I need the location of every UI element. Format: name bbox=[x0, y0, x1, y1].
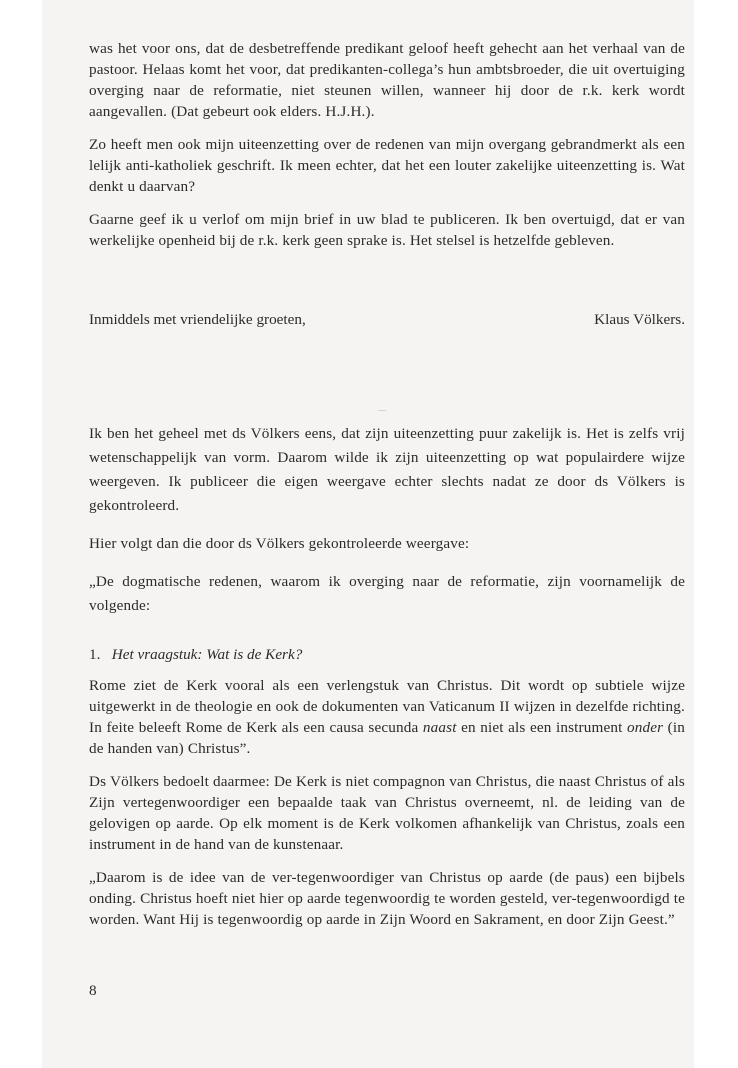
response-paragraph-1: Ik ben het geheel met ds Völkers eens, dat zijn uiteenzetting puur zakelijk is. Het is zelfs vrij wetenschappelijk van vorm. Daarom wilde ik zijn uiteenzetting op wat populairdere wijze weergeven. Ik publiceer die eigen weergave echter slechts nadat ze door ds Völkers is gekontroleerd. bbox=[89, 425, 685, 514]
letter-text bbox=[89, 38, 685, 263]
section-title: Het vraagstuk: Wat is de Kerk? bbox=[111, 646, 303, 663]
page-margin bbox=[0, 0, 42, 1068]
section-body bbox=[89, 675, 685, 942]
signature: Klaus Völkers. bbox=[594, 311, 685, 328]
response-paragraph-2: Hier volgt dan die door ds Völkers gekontroleerde weergave: bbox=[89, 535, 470, 552]
body-paragraph-3: „Daarom is de idee van de ver-tegenwoordiger van Christus op aarde (de paus) een bijbels onding. Christus hoeft niet hier op aarde tegenwoordig te worden gesteld, ver-tegenwoordigd te worden. Want Hij is tegenwoordig op aarde in Zijn Woord en Sakrament, en door Zijn Geest.” bbox=[89, 869, 685, 928]
editor-response bbox=[89, 422, 685, 632]
body-text: (in de handen van) Christus”. bbox=[89, 719, 686, 757]
letter-paragraph-1: was het voor ons, dat de desbetreffende predikant geloof heeft gehecht aan het verhaal van de pastoor. Helaas komt het voor, dat predikanten-collega’s hun ambtsbroeder, die uit overtuiging overging naar de reformatie, niet steunen willen, wanneer hij door de r.k. kerk wordt aangevallen. (Dat gebeurt ook elders. H.J.H.). bbox=[89, 40, 685, 120]
letter-paragraph-2: Zo heeft men ook mijn uiteenzetting over de redenen van mijn overgang gebrandmerkt als een lelijk anti-katholiek geschrift. Ik meen echter, dat het een louter zakelijke uiteenzetting is. Wat denkt u daarvan? bbox=[89, 136, 685, 195]
letter-closing bbox=[89, 309, 685, 330]
section-number: 1. bbox=[89, 646, 101, 663]
letter-paragraph-3: Gaarne geef ik u verlof om mijn brief in uw blad te publiceren. Ik ben overtuigd, dat er van werkelijke openheid bij de r.k. kerk geen sprake is. Het stelsel is hetzelfde gebleven. bbox=[89, 211, 685, 249]
body-paragraph-2: Ds Völkers bedoelt daarmee: De Kerk is niet compagnon van Christus, die naast Christus of als Zijn vertegenwoordiger een bepaalde taak van Christus overneemt, nl. de leiding van de gelovigen op aarde. Op elk moment is de Kerk volkomen afhankelijk van Christus, zoals een instrument in de hand van de kunstenaar. bbox=[89, 773, 685, 853]
section-heading bbox=[89, 644, 302, 665]
body-text: Rome ziet de Kerk vooral als een verlengstuk van Christus. Dit wordt op subtiele wijze uitgewerkt in de theologie en ook de dokumenten van Vaticanum II wijzen in dezelfde richting. In feite beleeft Rome de Kerk als een causa secunda bbox=[89, 677, 685, 736]
emphasis-naast: naast bbox=[422, 719, 457, 736]
closing-greeting: Inmiddels met vriendelijke groeten, bbox=[89, 311, 306, 328]
page-number: 8 bbox=[89, 982, 97, 999]
body-text: en niet als een instrument bbox=[456, 719, 627, 736]
response-paragraph-3: „De dogmatische redenen, waarom ik overging naar de reformatie, zijn voornamelijk de volgende: bbox=[89, 573, 685, 614]
emphasis-onder: onder bbox=[626, 719, 664, 736]
body-paragraph-1 bbox=[89, 675, 685, 759]
section-divider bbox=[378, 410, 386, 411]
